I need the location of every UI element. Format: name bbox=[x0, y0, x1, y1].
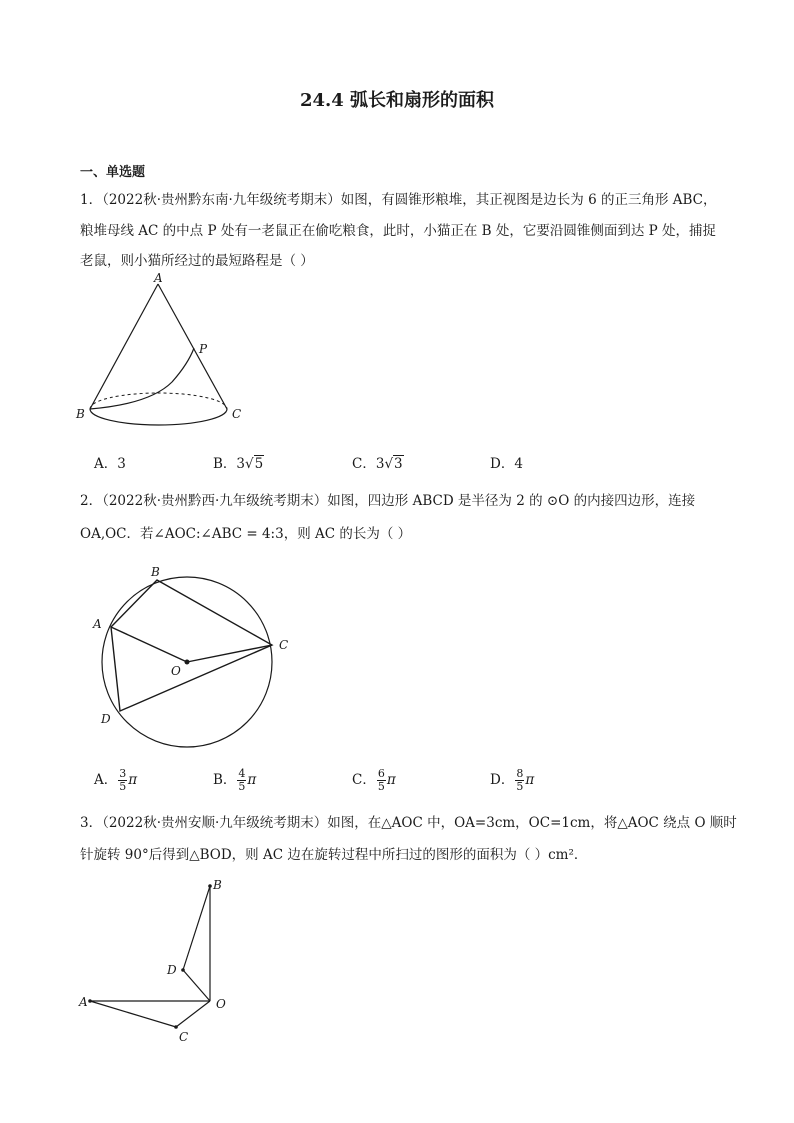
q1-option-b-radicand: 5 bbox=[254, 456, 264, 472]
q2-quadrilateral-abcd bbox=[111, 580, 272, 711]
q2-option-a-pi: π bbox=[128, 772, 138, 788]
q3-rotation-figure bbox=[70, 872, 250, 1052]
q2-text-line-2: OA,OC．若∠AOC:∠ABC = 4:3，则 AC 的长为（ ） bbox=[80, 526, 412, 542]
q1-option-a-letter: A． bbox=[94, 456, 118, 472]
q1-option-b[interactable]: B．3√5 bbox=[213, 456, 264, 472]
q3-point-a bbox=[88, 999, 92, 1003]
q1-label-p: P bbox=[199, 342, 208, 356]
q2-circle-figure bbox=[85, 560, 305, 755]
q3-point-b bbox=[208, 884, 212, 888]
q3-label-b: B bbox=[213, 878, 222, 892]
q2-option-b-pi: π bbox=[247, 772, 257, 788]
q2-option-b-num: 4 bbox=[238, 767, 246, 780]
q2-label-b: B bbox=[151, 565, 160, 579]
q2-option-b-den: 5 bbox=[238, 780, 246, 793]
q1-option-d-value: 4 bbox=[514, 456, 523, 472]
q3-label-a: A bbox=[79, 995, 88, 1009]
q1-option-b-coef: 3 bbox=[236, 456, 246, 472]
q2-option-a-letter: A． bbox=[94, 772, 118, 788]
q1-label-a: A bbox=[154, 272, 163, 285]
q2-option-d[interactable] bbox=[490, 768, 534, 793]
q1-option-c-radicand: 3 bbox=[394, 456, 403, 472]
q2-label-a: A bbox=[93, 617, 102, 631]
page-title: 24.4 弧长和扇形的面积 bbox=[299, 90, 495, 111]
q3-label-o: O bbox=[216, 997, 226, 1011]
q3-segment-bd bbox=[183, 886, 210, 970]
q1-text-line-3: 老鼠，则小猫所经过的最短路程是（ ） bbox=[80, 253, 314, 269]
q1-option-d[interactable] bbox=[490, 452, 523, 472]
q2-option-c[interactable] bbox=[352, 768, 396, 793]
q1-base-front-arc bbox=[90, 409, 227, 425]
q1-shortest-path-curve bbox=[90, 348, 194, 409]
q2-label-d: D bbox=[101, 712, 111, 726]
q1-edge-ab bbox=[90, 284, 158, 409]
q3-text-line-2: 针旋转 90°后得到△BOD，则 AC 边在旋转过程中所扫过的图形的面积为（ ）cm²． bbox=[80, 847, 588, 863]
q1-label-b: B bbox=[76, 407, 85, 421]
section-heading: 一、单选题 bbox=[80, 165, 146, 180]
q1-option-a-value: 3 bbox=[117, 456, 126, 472]
q3-point-d bbox=[181, 968, 185, 972]
q1-option-c[interactable]: C．3√3 bbox=[352, 456, 403, 472]
q1-text-line-1: 1．（2022秋·贵州黔东南·九年级统考期末）如图，有圆锥形粮堆，其正视图是边长为 6 的正三角形 ABC， bbox=[80, 192, 717, 208]
q1-label-c: C bbox=[232, 407, 242, 421]
q2-option-a-num: 3 bbox=[119, 767, 127, 780]
q1-text-line-2: 粮堆母线 AC 的中点 P 处有一老鼠正在偷吃粮食，此时，小猫正在 B 处，它要沿圆锥侧面到达 P 处，捕捉 bbox=[80, 223, 716, 239]
q2-option-c-letter: C． bbox=[352, 772, 376, 788]
q1-option-a[interactable] bbox=[94, 452, 126, 472]
q2-option-d-letter: D． bbox=[490, 772, 515, 788]
q1-option-c-coef: 3 bbox=[375, 456, 385, 472]
q1-option-b-letter: B． bbox=[213, 456, 237, 472]
q3-segment-ac bbox=[90, 1001, 176, 1027]
q3-segment-do bbox=[183, 970, 210, 1001]
q2-option-d-den: 5 bbox=[516, 780, 524, 793]
q2-option-d-pi: π bbox=[525, 772, 535, 788]
q2-option-d-num: 8 bbox=[516, 767, 524, 780]
q1-option-c-letter: C． bbox=[352, 456, 376, 472]
q2-option-b-letter: B． bbox=[213, 772, 237, 788]
q3-point-c bbox=[174, 1025, 178, 1029]
q1-edge-ac bbox=[158, 284, 227, 409]
q2-label-c: C bbox=[279, 638, 289, 652]
q2-segment-oa bbox=[111, 627, 187, 662]
q2-option-a-den: 5 bbox=[119, 780, 127, 793]
q2-segment-oc bbox=[187, 645, 272, 662]
q2-text-line-1: 2．（2022秋·贵州黔西·九年级统考期末）如图，四边形 ABCD 是半径为 2 的 ⊙O 的内接四边形，连接 bbox=[80, 493, 696, 509]
q2-option-c-num: 6 bbox=[377, 767, 385, 780]
q3-label-c: C bbox=[179, 1030, 189, 1044]
q1-option-d-letter: D． bbox=[490, 456, 515, 472]
q2-option-c-den: 5 bbox=[377, 780, 385, 793]
q2-center-point bbox=[185, 660, 190, 665]
q3-text-line-1: 3．（2022秋·贵州安顺·九年级统考期末）如图，在△AOC 中，OA=3cm，OC=1cm，将△AOC 绕点 O 顺时 bbox=[80, 815, 737, 831]
q3-segment-co bbox=[176, 1001, 210, 1027]
q2-label-o: O bbox=[171, 664, 181, 678]
q2-option-b[interactable] bbox=[213, 768, 256, 793]
q2-option-a[interactable] bbox=[94, 768, 137, 793]
q1-cone-figure bbox=[70, 272, 270, 442]
q3-label-d: D bbox=[167, 963, 177, 977]
q2-option-c-pi: π bbox=[386, 772, 396, 788]
